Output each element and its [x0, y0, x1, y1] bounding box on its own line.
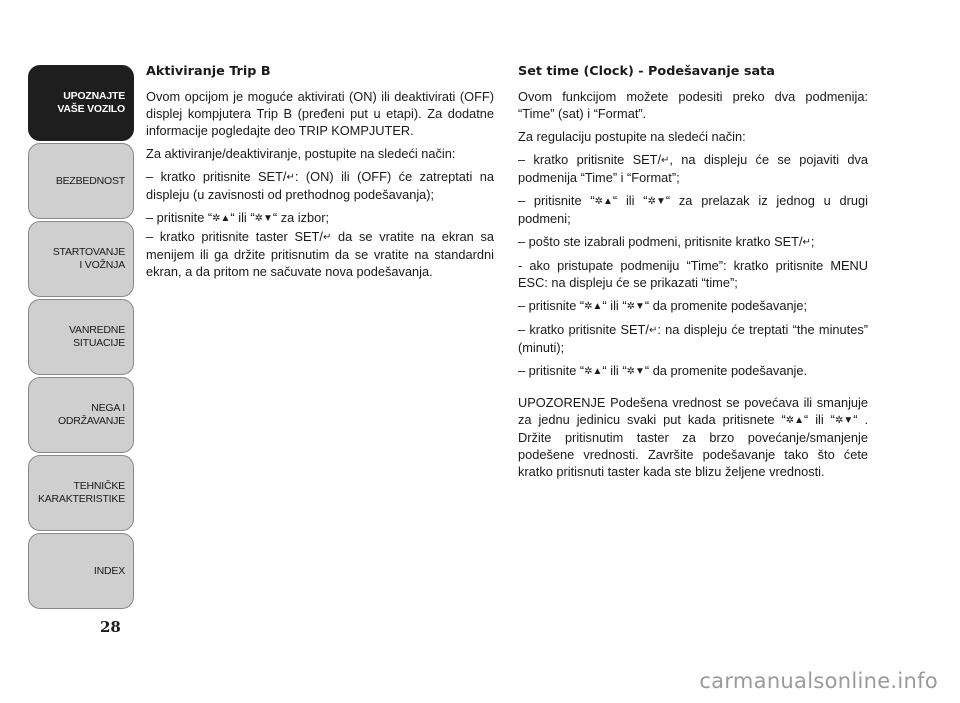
tab-bezbednost[interactable]: BEZBEDNOST	[28, 143, 134, 219]
instruction-item: – kratko pritisnite SET/↵: na displeju će treptati “the minutes” (minuti);	[518, 322, 868, 355]
left-column	[146, 63, 494, 286]
watermark: carmanualsonline.info	[699, 669, 938, 693]
section-heading-trip-b: Aktiviranje Trip B	[146, 64, 271, 79]
right-column	[518, 63, 868, 486]
instruction-item: – pritisnite “✲▲“ ili “✲▼“ da promenite podešavanje;	[518, 298, 808, 313]
tab-startovanje-i-voznja[interactable]: STARTOVANJE I VOŽNJA	[28, 221, 134, 297]
down-key-icon: ✲▼	[626, 366, 645, 377]
up-key-icon: ✲▲	[594, 196, 613, 207]
instruction-item: – kratko pritisnite SET/↵, na displeju će se pojaviti dva podmenija “Time” i “Format”;	[518, 152, 868, 185]
tab-tehnicke-karakteristike[interactable]: TEHNIČKE KARAKTERISTIKE	[28, 455, 134, 531]
tab-nega-i-odrzavanje[interactable]: NEGA I ODRŽAVANJE	[28, 377, 134, 453]
down-key-icon: ✲▼	[254, 213, 273, 224]
instruction-item: – pritisnite “✲▲“ ili “✲▼“ za izbor;	[146, 210, 330, 225]
down-key-icon: ✲▼	[647, 196, 666, 207]
paragraph: Za aktiviranje/deaktiviranje, postupite na sledeći način:	[146, 146, 456, 161]
set-key-icon: ↵	[286, 172, 295, 183]
up-key-icon: ✲▲	[785, 415, 804, 426]
page-number: 28	[100, 618, 121, 636]
instruction-item: – pošto ste izabrali podmeni, pritisnite kratko SET/↵;	[518, 234, 815, 249]
instruction-item: – pritisnite “✲▲“ ili “✲▼“ da promenite podešavanje.	[518, 363, 808, 378]
warning-note: UPOZORENJE Podešena vrednost se povećava ili smanjuje za jednu jedinicu svaki put kada pritisnete “✲▲“ ili “✲▼“ . Držite pritisnutim taster za brzo povećanje/smanjenje podešene vrednosti. Završite podešavanje tako što ćete kratko pritisnuti taster kada ste blizu željene vrednosti.	[518, 395, 868, 479]
paragraph: Ovom opcijom je moguće aktivirati (ON) ili deaktivirati (OFF) displej kompjutera Trip B (pređeni put u etapi). Za dodatne informacije pogledajte deo TRIP KOMPJUTER.	[146, 89, 494, 138]
up-key-icon: ✲▲	[212, 213, 231, 224]
set-key-icon: ↵	[322, 232, 332, 243]
instruction-item: - ako pristupate podmeniju “Time”: kratko pritisnite MENU ESC: na displeju će se prikazati “time”;	[518, 258, 868, 290]
down-key-icon: ✲▼	[834, 415, 854, 426]
tab-upoznajte-vase-vozilo[interactable]: UPOZNAJTE VAŠE VOZILO	[28, 65, 134, 141]
section-heading-set-time: Set time (Clock) - Podešavanje sata	[518, 64, 775, 79]
paragraph: Za regulaciju postupite na sledeći način:	[518, 129, 746, 144]
instruction-item: – kratko pritisnite SET/↵: (ON) ili (OFF) će zatreptati na displeju (u zavisnosti od prethodnog podešavanja);	[146, 169, 494, 202]
instruction-item: – kratko pritisnite taster SET/↵ da se vratite na ekran sa menijem ili ga držite pritisnutim da se vratite na standardni ekran, a da pritom ne sačuvate nova podešavanja.	[146, 229, 494, 279]
paragraph: Ovom funkcijom možete podesiti preko dva podmenija: “Time” (sat) i “Format”.	[518, 89, 868, 121]
down-key-icon: ✲▼	[626, 301, 645, 312]
tab-index[interactable]: INDEX	[28, 533, 134, 609]
set-key-icon: ↵	[661, 155, 670, 166]
tab-vanredne-situacije[interactable]: VANREDNE SITUACIJE	[28, 299, 134, 375]
set-key-icon: ↵	[648, 325, 658, 336]
up-key-icon: ✲▲	[584, 301, 603, 312]
set-key-icon: ↵	[802, 237, 811, 248]
up-key-icon: ✲▲	[584, 366, 603, 377]
instruction-item: – pritisnite “✲▲“ ili “✲▼“ za prelazak iz jednog u drugi podmeni;	[518, 193, 868, 226]
